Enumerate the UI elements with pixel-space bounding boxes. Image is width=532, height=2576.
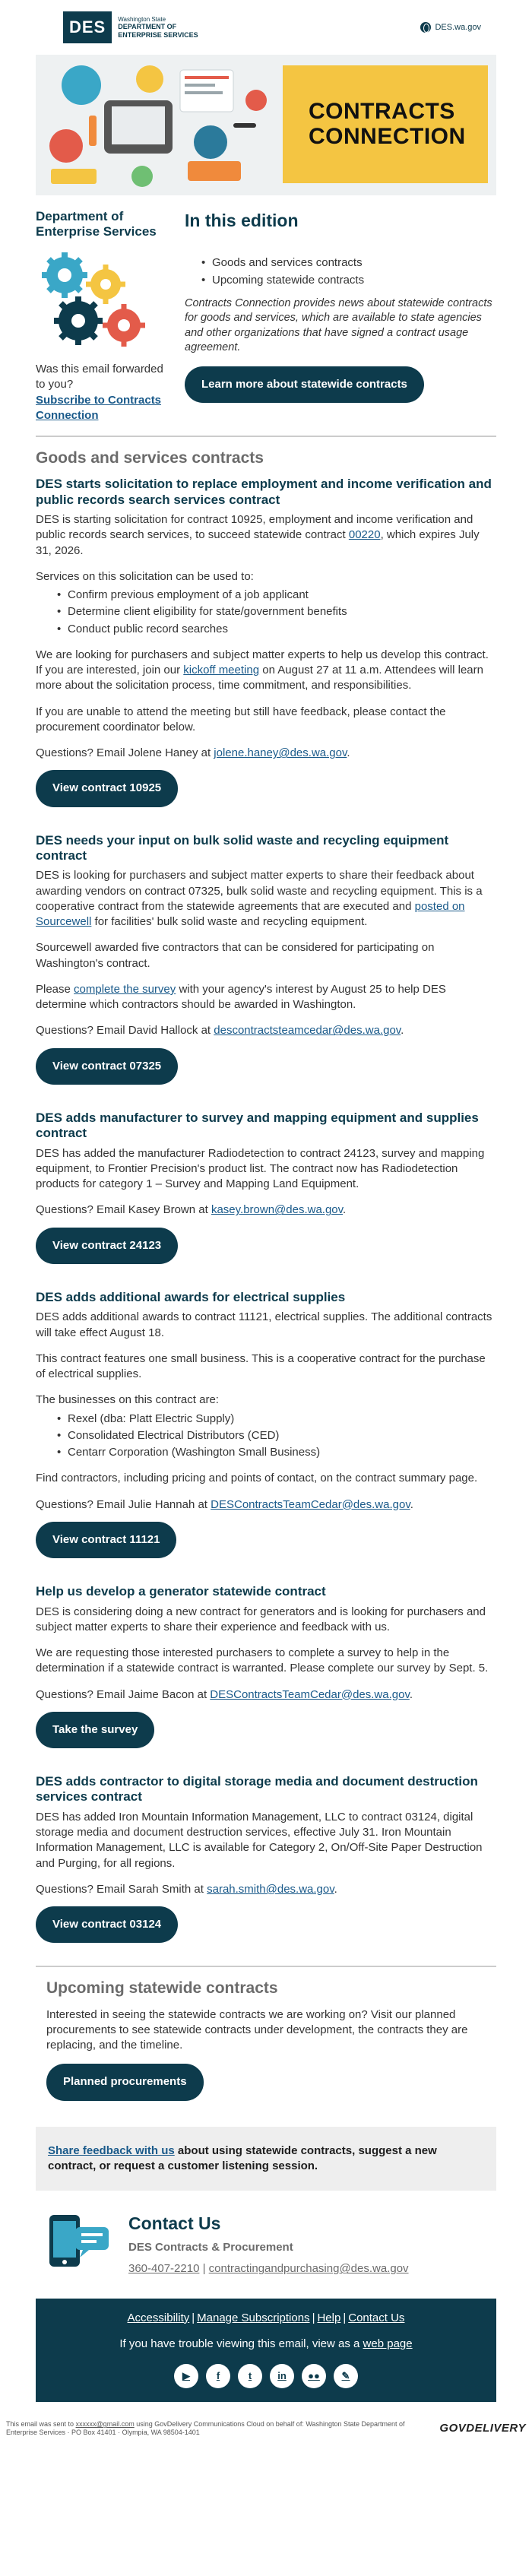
intro-sidebar [36, 209, 180, 423]
article-paragraph: DES is starting solicitation for contract 10925, employment and income verification and public records search services, to succeed statewide contract 00220, which expires July 31, 2026. [36, 513, 480, 557]
article-paragraph: DES is looking for purchasers and subject matter experts to share their feedback about awarding vendors on contract 07325, bulk solid waste and recycling equipment. This is a cooperative contract from the statewide agreements that are executed and posted on Sourcewell for facilities' bulk solid waste and recycling equipment. [36, 869, 483, 929]
view-contract-10925-button[interactable]: View contract 10925 [36, 770, 178, 806]
email-link[interactable]: DESContractsTeamCedar@des.wa.gov [211, 1497, 410, 1511]
article-paragraph: This contract features one small business. This is a cooperative contract for the purchase of electrical supplies. [36, 1351, 486, 1381]
logo-line-1: Washington State [118, 16, 166, 24]
article-paragraph: DES has added Iron Mountain Information Management, LLC to contract 03124, digital storage media and document destruction services, effective July 31. Iron Mountain Information Management, LLC is available for Category 2, On/Off-Site Paper Destruction and Purging, for all regions. [36, 1810, 483, 1870]
questions-line: Questions? Email David Hallock at descontractsteamcedar@des.wa.gov. [36, 1024, 404, 1038]
contact-line: 360-407-2210 | contractingandpurchasing@des.wa.gov [128, 2262, 409, 2276]
footer [36, 2299, 496, 2403]
view-contract-11121-button[interactable]: View contract 11121 [36, 1522, 176, 1558]
linkedin-icon[interactable]: in [270, 2364, 294, 2388]
logo-line-3: ENTERPRISE SERVICES [118, 30, 198, 39]
contact-phone-link[interactable]: 360-407-2210 [128, 2262, 200, 2276]
learn-more-button[interactable]: Learn more about statewide contracts [185, 366, 424, 403]
article-title: DES needs your input on bulk solid waste and recycling equipment contract [36, 832, 449, 863]
article-07325 [36, 833, 496, 1085]
contact-details [128, 2212, 409, 2277]
upcoming-text: Interested in seeing the statewide contracts we are working on? Visit our planned procurements to see statewide contracts under development, the contracts they are replacing, and the timeline. [46, 2007, 468, 2052]
goods-section [36, 448, 496, 1943]
services-list [57, 588, 496, 637]
article-paragraph: DES has added the manufacturer Radiodetection to contract 24123, survey and mapping equipment, to Frontier Precision's product list. The contract now has Radiodetection products for category 1 – Survey and Mapping Land Equipment. [36, 1146, 485, 1191]
hero-title-line-2: CONNECTION [309, 123, 466, 149]
article-24123 [36, 1111, 496, 1264]
accessibility-link[interactable]: Accessibility [127, 2311, 190, 2324]
take-survey-button[interactable]: Take the survey [36, 1712, 154, 1748]
govdelivery-logo[interactable]: GOVDELIVERY [439, 2422, 526, 2435]
article-generator [36, 1584, 496, 1748]
list-item: • Conduct public record searches [57, 622, 496, 637]
social-links [51, 2364, 481, 2388]
contact-us-link[interactable]: Contact Us [348, 2311, 405, 2324]
site-link-label: DES.wa.gov [435, 22, 481, 32]
article-paragraph: DES is considering doing a new contract for generators and is looking for purchasers and subject matter experts to share their experience and feedback with us. [36, 1605, 486, 1633]
des-logo[interactable] [63, 11, 198, 43]
questions-line: Questions? Email Jolene Haney at jolene.haney@des.wa.gov. [36, 746, 350, 760]
contact-title: Contact Us [128, 2213, 221, 2234]
list-item: • Confirm previous employment of a job applicant [57, 588, 496, 603]
footer-links: Accessibility | Manage Subscriptions | Help | Contact Us [127, 2311, 405, 2324]
web-view-line: If you have trouble viewing this email, view as a web page [119, 2337, 413, 2350]
dept-title: Department of Enterprise Services [36, 209, 157, 239]
twitter-icon[interactable]: t [238, 2364, 262, 2388]
email-link[interactable]: jolene.haney@des.wa.gov [214, 746, 347, 760]
view-contract-07325-button[interactable]: View contract 07325 [36, 1048, 178, 1085]
divider [36, 436, 496, 437]
facebook-icon[interactable]: f [206, 2364, 230, 2388]
edition-title: In this edition [185, 211, 299, 230]
questions-line: Questions? Email Kasey Brown at kasey.brown@des.wa.gov. [36, 1203, 347, 1217]
questions-line: Questions? Email Sarah Smith at sarah.smith@des.wa.gov. [36, 1882, 337, 1896]
contact-email-link[interactable]: contractingandpurchasing@des.wa.gov [208, 2262, 409, 2276]
list-item: • Consolidated Electrical Distributors (CED) [57, 1428, 496, 1443]
edition-item: • Upcoming statewide contracts [201, 273, 496, 288]
email-link[interactable]: descontractsteamcedar@des.wa.gov [214, 1024, 401, 1038]
list-item: • Centarr Corporation (Washington Small Business) [57, 1445, 496, 1460]
hero-title-line-1: CONTRACTS [309, 99, 455, 125]
blog-icon[interactable]: ✎ [334, 2364, 358, 2388]
share-feedback-link[interactable]: Share feedback with us [48, 2143, 175, 2157]
section-heading: Goods and services contracts [36, 449, 264, 467]
govdelivery-footer [0, 2420, 532, 2438]
feedback-box [36, 2127, 496, 2191]
article-paragraph: We are looking for purchasers and subject matter experts to help us develop this contract. If you are interested, join our kickoff meeting on August 27 at 11 a.m. Attendees will learn more about the solicitation process, time commitment, and responsibilities. [36, 648, 489, 692]
article-10925 [36, 477, 496, 806]
gears-icon [36, 251, 165, 350]
manage-subscriptions-link[interactable]: Manage Subscriptions [197, 2311, 310, 2324]
list-item: • Determine client eligibility for state/government benefits [57, 604, 496, 619]
contact-icon [45, 2212, 113, 2273]
article-paragraph: We are requesting those interested purchasers to complete a survey to help in the determination if a statewide contract is warranted. Please complete our survey by Sept. 5. [36, 1646, 489, 1675]
logo-text [118, 16, 198, 39]
email-link[interactable]: sarah.smith@des.wa.gov [207, 1882, 334, 1896]
section-heading: Upcoming statewide contracts [46, 1979, 278, 1998]
web-page-link[interactable]: web page [363, 2337, 413, 2350]
intro-section [36, 195, 496, 423]
edition-list [201, 255, 496, 289]
email-link[interactable]: DESContractsTeamCedar@des.wa.gov [210, 1687, 410, 1701]
view-contract-03124-button[interactable]: View contract 03124 [36, 1906, 178, 1943]
contract-00220-link[interactable]: 00220 [348, 528, 381, 542]
globe-icon [420, 22, 431, 33]
forward-note [36, 362, 173, 423]
view-contract-24123-button[interactable]: View contract 24123 [36, 1228, 178, 1264]
sent-to-text: This email was sent to xxxxxx@gmail.com using GovDelivery Communications Cloud on behalf of: Washington State Department of Enterprise Services · PO Box 41401 · Olympia, WA 98504-1401 [6, 2420, 405, 2437]
hero-banner [36, 55, 496, 195]
article-title: Help us develop a generator statewide contract [36, 1584, 326, 1599]
forward-question: Was this email forwarded to you? [36, 363, 163, 391]
article-paragraph: Services on this solicitation can be used to: [36, 569, 254, 583]
article-paragraph: Find contractors, including pricing and points of contact, on the contract summary page. [36, 1472, 478, 1485]
article-03124 [36, 1774, 496, 1943]
hero-title [283, 65, 488, 183]
flickr-icon[interactable]: ●● [302, 2364, 326, 2388]
upcoming-section [36, 1966, 496, 2100]
article-title: DES adds manufacturer to survey and mapping equipment and supplies contract [36, 1110, 479, 1141]
survey-link[interactable]: complete the survey [74, 982, 176, 996]
article-paragraph: If you are unable to attend the meeting but still have feedback, please contact the procurement coordinator below. [36, 705, 446, 734]
contact-section [36, 2191, 496, 2277]
edition-item: • Goods and services contracts [201, 255, 496, 271]
article-paragraph: Please complete the survey with your agency's interest by August 25 to help DES determine which contractors should be awarded in Washington. [36, 982, 446, 1012]
article-11121 [36, 1290, 496, 1558]
kickoff-meeting-link[interactable]: kickoff meeting [183, 664, 260, 677]
article-title: DES adds additional awards for electrical supplies [36, 1289, 346, 1304]
email-header [36, 0, 496, 55]
questions-line: Questions? Email Julie Hannah at DESContractsTeamCedar@des.wa.gov. [36, 1497, 413, 1511]
help-link[interactable]: Help [317, 2311, 341, 2324]
logo-mark: DES [63, 11, 112, 43]
edition-box [180, 209, 496, 423]
feedback-text: about using statewide contracts, suggest a new contract, or request a customer listening session. [48, 2143, 437, 2172]
youtube-icon[interactable]: ▶ [174, 2364, 198, 2388]
article-title: DES starts solicitation to replace employment and income verification and public records search services contract [36, 477, 492, 507]
recipient-email: xxxxxx@gmail.com [75, 2420, 135, 2429]
article-paragraph: Sourcewell awarded five contractors that can be considered for participating on Washington's contract. [36, 941, 435, 970]
article-title: DES adds contractor to digital storage media and document destruction services contract [36, 1774, 478, 1804]
questions-line: Questions? Email Jaime Bacon at DESContractsTeamCedar@des.wa.gov. [36, 1687, 413, 1701]
businesses-list [57, 1412, 496, 1461]
list-item: • Rexel (dba: Platt Electric Supply) [57, 1412, 496, 1427]
sourcewell-link[interactable]: posted on Sourcewell [36, 899, 465, 929]
planned-procurements-button[interactable]: Planned procurements [46, 2064, 204, 2100]
subscribe-link[interactable]: Subscribe to Contracts Connection [36, 393, 162, 422]
article-paragraph: DES adds additional awards to contract 11121, electrical supplies. The additional contracts will take effect August 18. [36, 1310, 492, 1339]
logo-line-2: DEPARTMENT OF [118, 23, 177, 31]
site-link[interactable] [420, 22, 481, 33]
article-paragraph: The businesses on this contract are: [36, 1393, 219, 1407]
contact-org: DES Contracts & Procurement [128, 2241, 293, 2254]
office-illustration-icon [36, 55, 294, 195]
email-link[interactable]: kasey.brown@des.wa.gov [211, 1203, 344, 1217]
intro-description: Contracts Connection provides news about statewide contracts for goods and services, which are available to state agencies and other organizations that have signed a contract usage agreement. [185, 296, 492, 354]
